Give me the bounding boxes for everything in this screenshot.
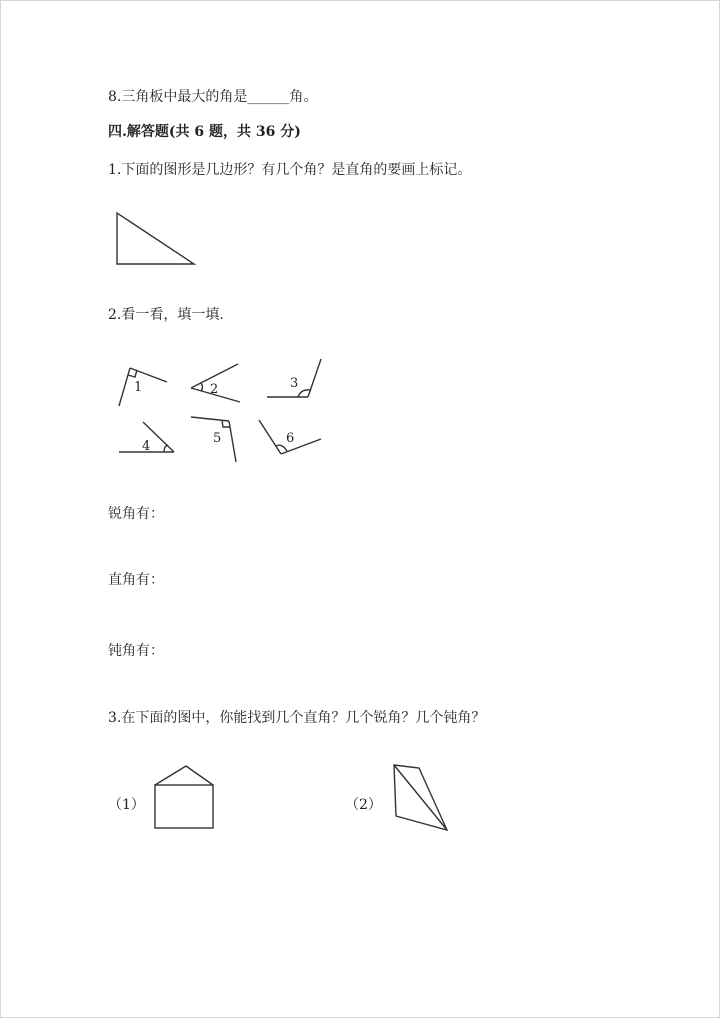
- angle-2-label: 2: [210, 382, 219, 397]
- question-8: 8.三角板中最大的角是______角。: [108, 89, 318, 105]
- obtuse-angles-label: 钝角有：: [108, 643, 164, 659]
- angle-4-figure: [110, 412, 180, 462]
- angle-6-figure: [255, 412, 325, 462]
- angle-1-label: 1: [134, 380, 143, 395]
- problem-1-triangle: [110, 210, 200, 270]
- angle-5-label: 5: [213, 431, 222, 446]
- figure-1-label: （1）: [108, 797, 145, 813]
- angle-6-label: 6: [286, 431, 295, 446]
- figure-1-house: [150, 762, 225, 834]
- angle-3-figure: [263, 355, 333, 405]
- angle-5-figure: [185, 412, 250, 467]
- figure-2-quadrilateral: [390, 760, 455, 835]
- figure-2-label: （2）: [345, 797, 382, 813]
- problem-1-prompt: 1.下面的图形是几边形？有几个角？是直角的要画上标记。: [108, 162, 472, 178]
- angle-1-figure: [110, 360, 175, 410]
- section-4-heading: 四.解答题(共 6 题，共 36 分): [108, 124, 301, 140]
- angle-2-figure: [185, 360, 250, 410]
- angle-4-label: 4: [142, 439, 151, 454]
- problem-2-prompt: 2.看一看，填一填.: [108, 307, 224, 323]
- angle-3-label: 3: [290, 376, 299, 391]
- acute-angles-label: 锐角有：: [108, 506, 164, 522]
- problem-3-prompt: 3.在下面的图中，你能找到几个直角？几个锐角？几个钝角？: [108, 710, 486, 726]
- right-angles-label: 直角有：: [108, 572, 164, 588]
